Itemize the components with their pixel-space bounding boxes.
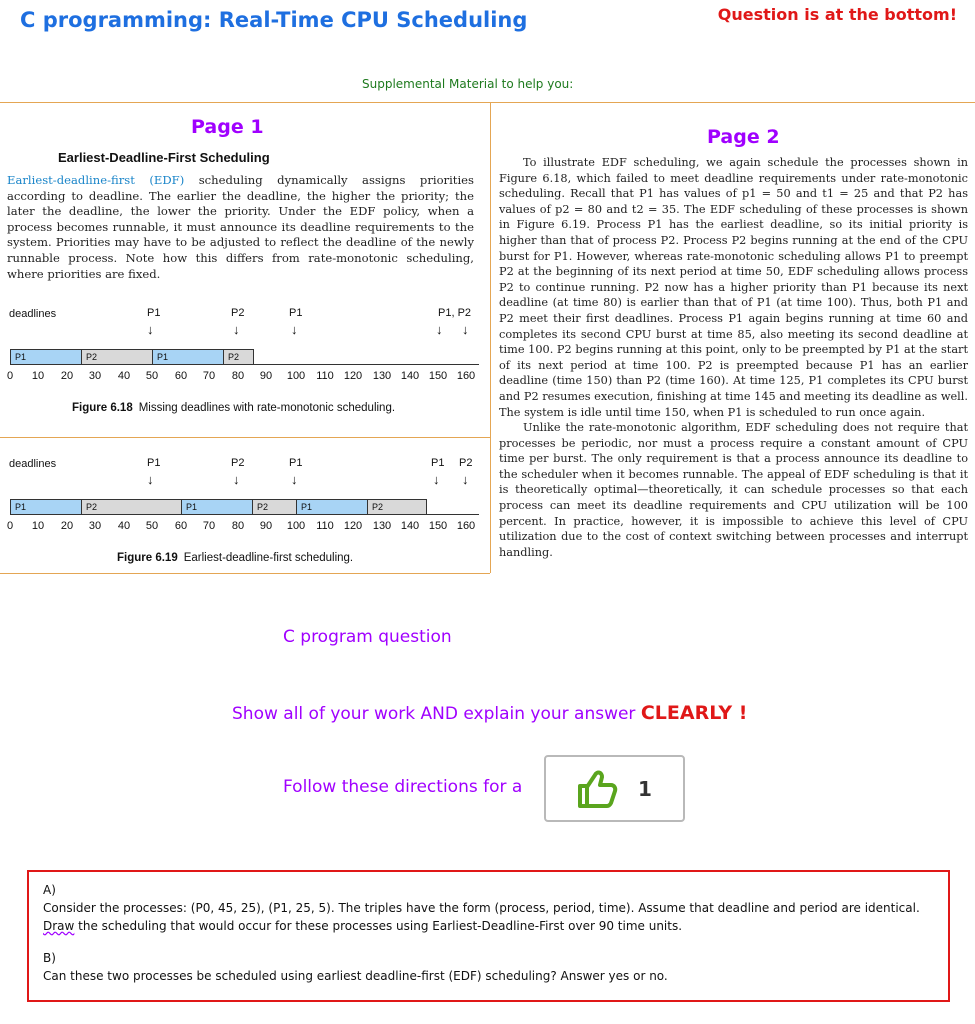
tick-label: 20 [60, 520, 74, 532]
tick-label: 130 [372, 370, 392, 382]
page2-text [499, 155, 968, 560]
deadline-marker: P1 [289, 307, 303, 319]
supplemental-label: Supplemental Material to help you: [362, 77, 574, 91]
page2-paragraph-2: Unlike the rate-monotonic algorithm, EDF scheduling does not require that processes be periodic, nor must a process require a constant amount of CPU time per burst. The only requirement is that a process announce its deadline to the scheduler when it becomes runnable. The appeal of EDF scheduling is that it is theoretically optimal—theoretically, it can schedule processes so that each process can meet its deadline requirements and CPU utilization will be 100 percent. In practice, however, it is impossible to achieve this level of CPU utilization due to the cost of context switching between processes and interrupt handling. [499, 421, 968, 559]
down-arrow-icon: ↓ [433, 472, 440, 487]
down-arrow-icon: ↓ [147, 472, 154, 487]
center-divider [490, 102, 491, 573]
tick-label: 80 [231, 370, 245, 382]
deadline-marker: P1 [147, 457, 161, 469]
clearly-emphasis: CLEARLY ! [640, 702, 748, 724]
deadline-marker: P1 [431, 457, 445, 469]
down-arrow-icon: ↓ [462, 472, 469, 487]
part-a-instruction [43, 917, 934, 935]
schedule-segment: P2 [223, 349, 254, 365]
page2-paragraph-1: To illustrate EDF scheduling, we again schedule the processes shown in Figure 6.18, which failed to meet deadline requirements under rate-monotonic scheduling. Recall that P1 has values of p1 = 50 and t1 = 25 and that P2 has values of p2 = 80 and t2 = 35. The EDF scheduling of these processes is shown in Figure 6.19. Process P1 has the earliest deadline, so its initial priority is higher than that of process P2. Process P2 begins running at the end of the CPU burst for P1. However, whereas rate-monotonic scheduling allows P1 to preempt P2 at the beginning of its next period at time 50, EDF scheduling allows process P2 to continue running. P2 now has a higher priority than P1 because its next deadline (at time 80) is earlier than that of P1 (at time 100). Thus, both P1 and P2 meet their first deadlines. Process P1 again begins running at time 60 and completes its second CPU burst at time 85, also meeting its second deadline at time 100. P2 begins running at this point, only to be preempted by P1 at the start of its next period at time 100. P2 is preempted because P1 has an earlier deadline (time 150) than P2 (time 160). At time 125, P1 completes its CPU burst and P2 resumes execution, finishing at time 145 and meeting its deadline as well. The system is idle until time 150, when P1 is scheduled to run once again. [499, 156, 968, 419]
question-box [27, 870, 950, 1002]
tick-label: 120 [343, 520, 363, 532]
deadline-marker: P2 [459, 457, 473, 469]
part-a-label: A) [43, 883, 56, 897]
figure-caption [117, 552, 353, 564]
tick-label: 90 [259, 370, 273, 382]
down-arrow-icon: ↓ [436, 322, 443, 337]
time-axis [12, 514, 479, 515]
top-divider [0, 102, 975, 103]
tick-label: 140 [400, 370, 420, 382]
tick-label: 140 [400, 520, 420, 532]
tick-label: 40 [117, 520, 131, 532]
tick-label: 160 [456, 370, 476, 382]
thumbs-up-icon [574, 766, 620, 812]
page1-paragraph [7, 173, 474, 282]
deadlines-label: deadlines [9, 458, 57, 470]
tick-label: 120 [343, 370, 363, 382]
down-arrow-icon: ↓ [462, 322, 469, 337]
tick-label: 10 [31, 520, 45, 532]
tick-label: 40 [117, 370, 131, 382]
tick-label: 20 [60, 370, 74, 382]
tick-label: 100 [286, 370, 306, 382]
question-note: Question is at the bottom! [717, 5, 957, 24]
tick-label: 30 [88, 520, 102, 532]
caption-number: Figure 6.19 [117, 552, 178, 564]
show-work-line [232, 702, 747, 724]
tick-label: 90 [259, 520, 273, 532]
follow-directions-text: Follow these directions for a [283, 777, 523, 797]
down-arrow-icon: ↓ [291, 322, 298, 337]
tick-label: 110 [316, 370, 334, 382]
deadlines-label: deadlines [9, 308, 57, 320]
tick-label: 50 [145, 520, 159, 532]
section-title: Earliest-Deadline-First Scheduling [58, 150, 270, 165]
part-b-text: Can these two processes be scheduled using earliest deadline-first (EDF) scheduling? Answer yes or no. [43, 969, 668, 983]
deadline-marker: P2 [231, 457, 245, 469]
caption-text: Earliest-deadline-first scheduling. [183, 552, 354, 564]
caption-number: Figure 6.18 [72, 402, 133, 414]
fig-divider [0, 437, 490, 438]
spacer [43, 935, 934, 949]
tick-label: 70 [202, 370, 216, 382]
deadline-marker: P1 [289, 457, 303, 469]
caption-text: Missing deadlines with rate-monotonic scheduling. [138, 402, 396, 414]
edf-term: Earliest-deadline-first (EDF) [7, 173, 185, 187]
figure-caption [72, 402, 395, 414]
schedule-segment: P1 [10, 499, 82, 515]
deadline-marker: P2 [231, 307, 245, 319]
show-work-text: Show all of your work AND explain your answer [232, 704, 636, 724]
down-arrow-icon: ↓ [291, 472, 298, 487]
schedule-segment: P1 [152, 349, 224, 365]
draw-keyword: Draw [43, 919, 75, 933]
page1-para-text: scheduling dynamically assigns priorities according to deadline. The earlier the deadline, the higher the priority; the later the deadline, the lower the priority. Under the EDF policy, when a process becomes runnable, it must announce its deadline requirements to the system. Priorities may have to be adjusted to reflect the deadline of the newly runnable process. Note how this differs from rate-monotonic scheduling, where priorities are fixed. [7, 173, 474, 281]
tick-label: 0 [6, 520, 14, 532]
down-arrow-icon: ↓ [233, 322, 240, 337]
part-a-rest: the scheduling that would occur for these processes using Earliest-Deadline-First over 90 time units. [74, 919, 683, 933]
schedule-segment: P1 [10, 349, 82, 365]
figure-6-18 [0, 302, 490, 432]
schedule-segment: P2 [81, 349, 153, 365]
thumbs-count: 1 [638, 777, 652, 801]
page1-heading: Page 1 [191, 116, 264, 138]
tick-label: 130 [372, 520, 392, 532]
tick-label: 60 [174, 370, 188, 382]
tick-label: 80 [231, 520, 245, 532]
deadline-marker: P1 [147, 307, 161, 319]
schedule-segment: P2 [252, 499, 297, 515]
tick-label: 110 [316, 520, 334, 532]
tick-label: 60 [174, 520, 188, 532]
schedule-segment: P2 [367, 499, 427, 515]
down-arrow-icon: ↓ [147, 322, 154, 337]
part-b-label: B) [43, 951, 56, 965]
schedule-segment: P2 [81, 499, 182, 515]
tick-label: 30 [88, 370, 102, 382]
tick-label: 50 [145, 370, 159, 382]
down-arrow-icon: ↓ [233, 472, 240, 487]
schedule-segment: P1 [296, 499, 368, 515]
tick-label: 100 [286, 520, 306, 532]
page-title: C programming: Real-Time CPU Scheduling [20, 8, 528, 32]
tick-label: 70 [202, 520, 216, 532]
page2-heading: Page 2 [707, 126, 780, 148]
part-a-text: Consider the processes: (P0, 45, 25), (P1, 25, 5). The triples have the form (process, period, time). Assume that deadline and period are identical. [43, 901, 920, 915]
time-axis [12, 364, 479, 365]
tick-label: 10 [31, 370, 45, 382]
tick-label: 150 [428, 370, 448, 382]
figure-6-19 [0, 452, 490, 570]
program-question-heading: C program question [283, 627, 452, 647]
deadline-marker: P1, P2 [438, 307, 472, 319]
thumbs-up-button[interactable] [544, 755, 685, 822]
schedule-segment: P1 [181, 499, 253, 515]
tick-label: 150 [428, 520, 448, 532]
bottom-divider [0, 573, 490, 574]
tick-label: 0 [6, 370, 14, 382]
tick-label: 160 [456, 520, 476, 532]
